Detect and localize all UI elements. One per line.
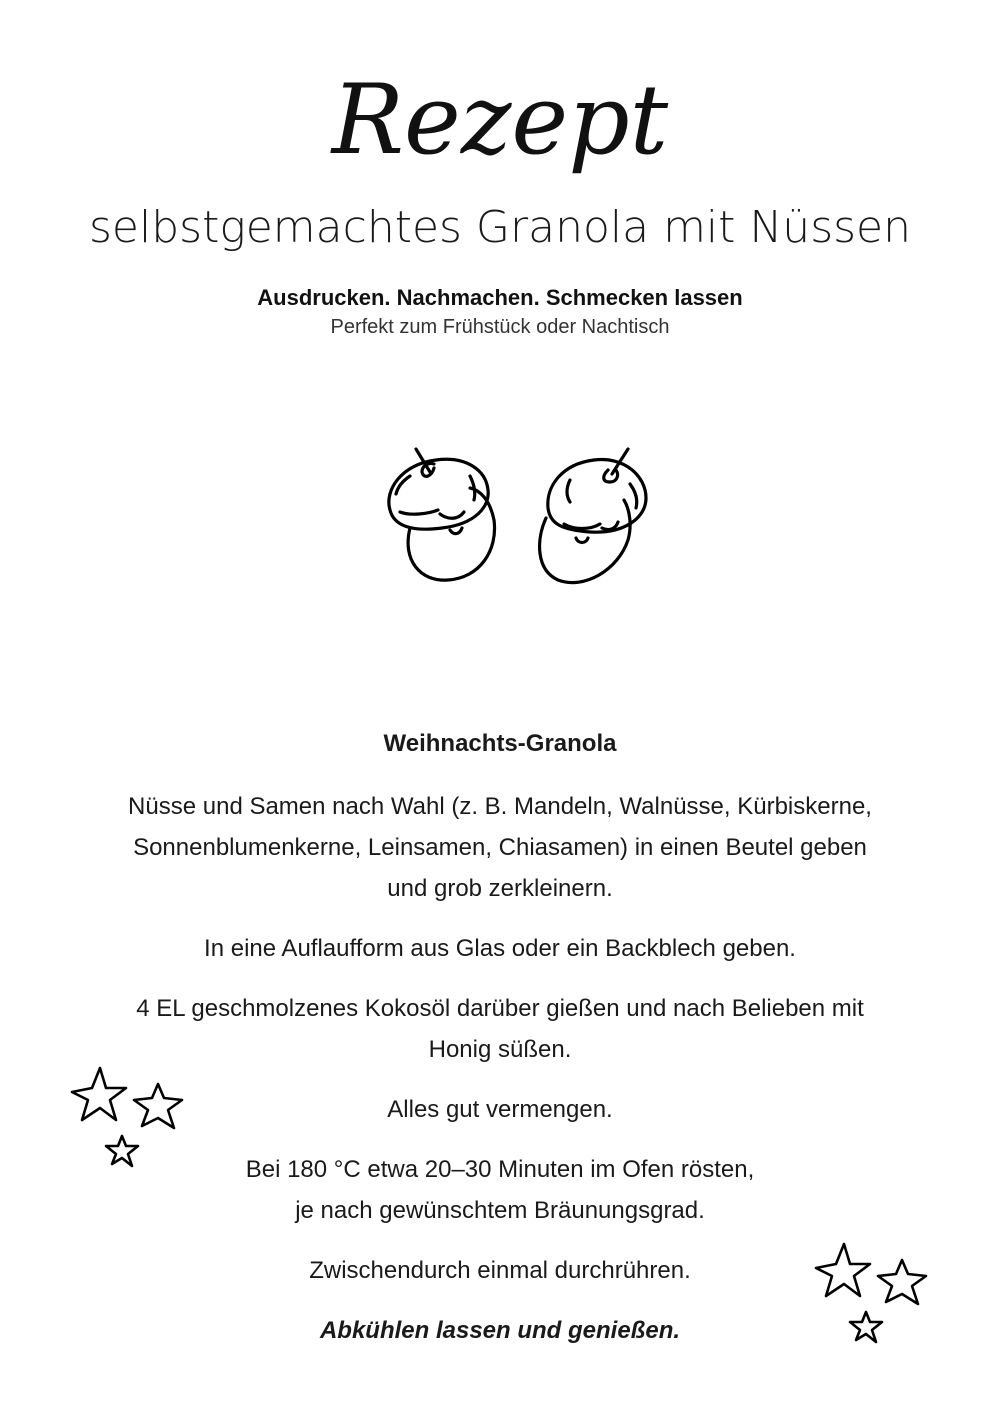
recipe-closing: Abkühlen lassen und genießen. [319,1317,681,1344]
acorn-right-icon [540,449,646,583]
acorn-left-icon [389,449,495,580]
step-line: 4 EL geschmolzenes Kokosöl darüber gießen und nach Belieben mit [136,995,864,1022]
step-line: Zwischendurch einmal durchrühren. [309,1257,691,1284]
tagline-sub: Perfekt zum Frühstück oder Nachtisch [330,316,670,338]
acorns-icon [380,440,660,590]
step-line: je nach gewünschtem Bräunungsgrad. [295,1197,705,1224]
recipe-step-3 [80,988,920,1070]
step-line: Honig süßen. [428,1036,572,1063]
step-line: Nüsse und Samen nach Wahl (z. B. Mandeln, Walnüsse, Kürbiskerne, [128,793,872,820]
recipe-step-2 [80,928,920,969]
step-line: und grob zerkleinern. [387,875,613,902]
recipe-subtitle: selbstgemachtes Granola mit Nüssen [89,202,911,253]
step-line: In eine Auflaufform aus Glas oder ein Backblech geben. [204,935,796,962]
step-line: Sonnenblumenkerne, Leinsamen, Chiasamen) in einen Beutel geben [133,834,867,861]
recipe-step-1 [80,786,920,909]
recipe-step-6 [80,1250,920,1291]
stars-right-icon [810,1238,934,1348]
recipe-step-4 [80,1089,920,1130]
step-line: Alles gut vermengen. [387,1096,613,1123]
stars-left-icon [66,1062,190,1172]
step-line: Bei 180 °C etwa 20–30 Minuten im Ofen rösten, [245,1156,755,1183]
recipe-title: Weihnachts-Granola [383,730,617,757]
page-title: Rezept [331,64,669,176]
tagline: Ausdrucken. Nachmachen. Schmecken lassen [257,285,743,310]
recipe-step-5 [80,1149,920,1231]
recipe-section [80,726,920,1351]
